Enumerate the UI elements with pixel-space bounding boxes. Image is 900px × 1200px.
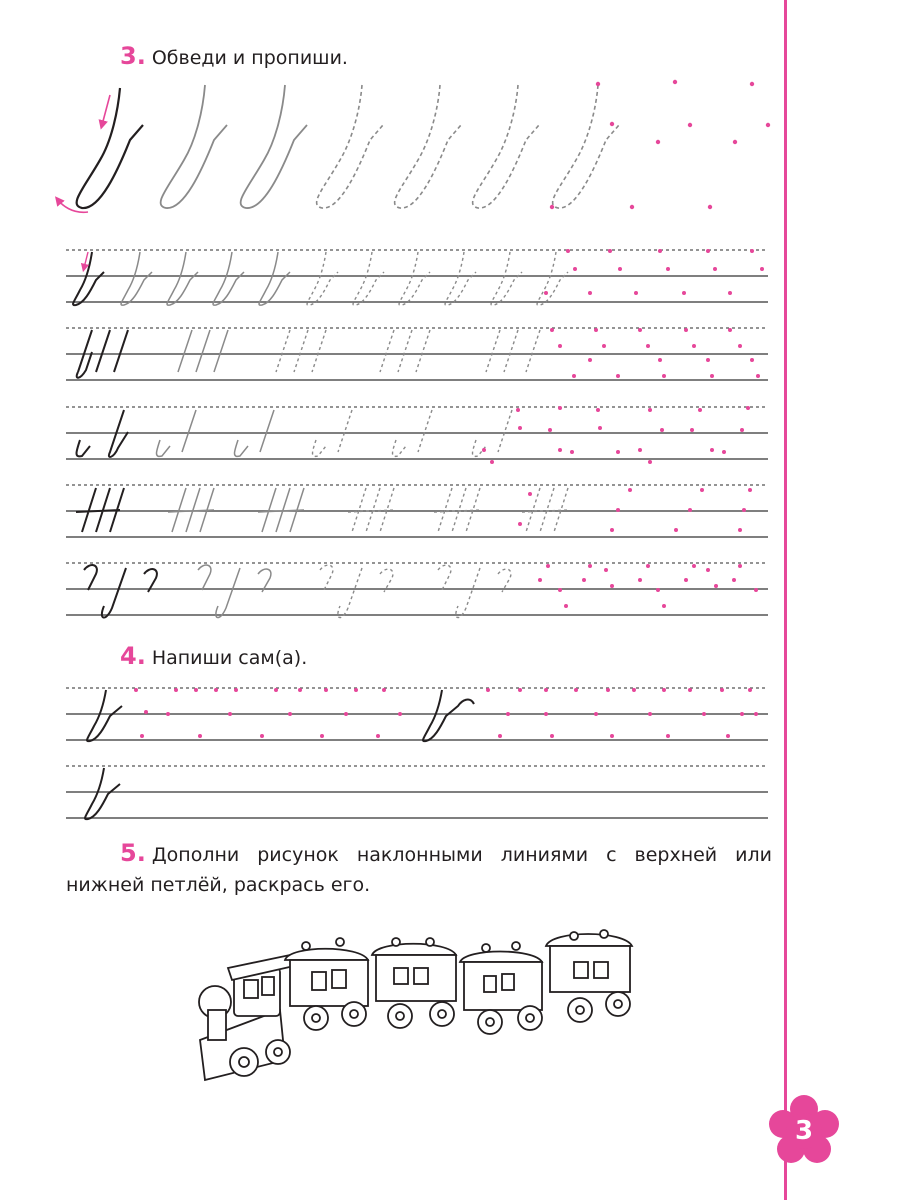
task-5-text: Дополни рисунок наклонными линиями с верхней или нижней петлёй, раскрась его. — [66, 844, 772, 896]
task-4-text: Напиши сам(а). — [151, 647, 308, 669]
row-5-letters — [84, 565, 511, 617]
row-5-dots — [538, 564, 758, 608]
wagon-1 — [285, 938, 368, 1030]
large-letter-traced-dashed — [317, 85, 619, 208]
row-3-dots — [482, 406, 750, 464]
locomotive — [199, 955, 294, 1080]
large-letter-row — [58, 80, 770, 212]
task-4-number: 4. — [120, 642, 146, 670]
practice-block-2 — [66, 328, 768, 380]
free-writing-letters — [85, 690, 474, 819]
large-letter-sample — [58, 88, 143, 212]
page-number: 3 — [794, 1116, 814, 1146]
large-letter-traced-solid — [161, 85, 307, 208]
free-writing-lines — [66, 688, 768, 818]
wagon-3 — [460, 942, 542, 1034]
wagon-2 — [372, 938, 456, 1028]
row-1-letters — [73, 252, 568, 305]
task-3-text: Обведи и пропиши. — [151, 47, 348, 69]
large-letter-dots — [550, 80, 770, 209]
free-writing-dots — [134, 688, 758, 738]
practice-block-4 — [66, 485, 768, 537]
wagon-4 — [546, 930, 632, 1022]
row-2-dots — [550, 328, 760, 378]
train-illustration — [199, 930, 632, 1080]
task-3-number: 3. — [120, 42, 146, 70]
row-1-dots — [544, 249, 764, 295]
task-5-number: 5. — [120, 839, 146, 867]
practice-block-3 — [66, 407, 768, 459]
row-4-letters — [76, 488, 568, 532]
